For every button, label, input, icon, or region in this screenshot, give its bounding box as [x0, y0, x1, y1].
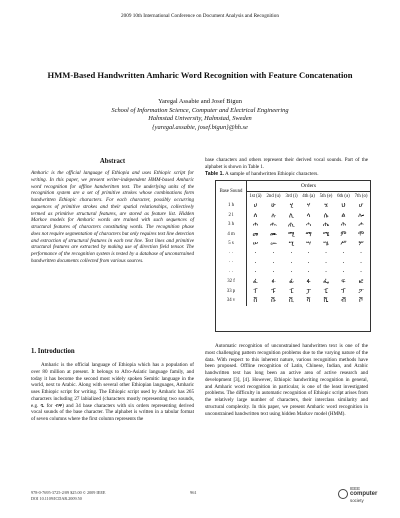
table-character-cell: ሃ: [306, 201, 311, 210]
table-character-cell: ·: [324, 258, 328, 267]
table-character-cell: ሦ: [358, 239, 364, 248]
table-character-cell: ፑ: [271, 286, 276, 295]
table-character-cell: መ: [252, 229, 259, 238]
logo-line-3: society: [350, 498, 364, 503]
footer-isbn: 978-0-7695-3725-2/09 $25.00 © 2009 IEEE: [31, 490, 106, 495]
table-character-cell: ·: [272, 249, 275, 258]
table-order-header: 3rd (i): [285, 193, 298, 199]
row-sound: p: [232, 288, 236, 294]
table-base-cell: [216, 201, 247, 211]
row-number: 3: [227, 222, 231, 228]
author-block: [40, 98, 360, 132]
table-character-cell: ·: [360, 258, 363, 267]
table-character-cell: ሜ: [322, 229, 330, 238]
table-character-cell: ·: [324, 268, 328, 277]
logo-line-2: computer: [350, 491, 378, 497]
table-character-cell: ፈ: [253, 277, 258, 286]
row-number: ·: [228, 250, 231, 256]
table-character-cell: ሎ: [358, 210, 364, 219]
table-character-cell: ሠ: [252, 239, 259, 248]
table-character-cell: ·: [290, 258, 293, 267]
ieee-computer-society-logo: [338, 486, 376, 506]
row-sound: ·: [231, 250, 234, 256]
table-character-cell: ·: [254, 249, 257, 258]
table-character-cell: ፍ: [341, 277, 346, 286]
row-sound: s: [231, 241, 234, 247]
table-character-cell: ሓ: [305, 220, 312, 229]
table-character-cell: ፕ: [341, 286, 346, 295]
table-character-cell: ·: [342, 249, 345, 258]
table-character-cell: ፋ: [306, 277, 311, 286]
abstract-heading: Abstract: [99, 158, 126, 165]
introduction-text: Amharic is the official language of Ethiopia which has a population of over 80 million at present. It belongs to Afro-Asiatic language family, and today it has become the second most widely spoken Semitic language in the world, next to Arabic. Along with several other Ethiopian languages, Amharic uses Ethiopic script for writing. The Ethiopic script used by Amharic has 265 characters including 27 labialized (characters mostly representing two sounds, e.g. ቧ for ብዋ) and 34 base characters with six orders representing derived vocal sounds of the base character. The alphabet is written in a tabular format of seven columns where the first column represents the: [31, 362, 194, 422]
table-base-cell: [216, 296, 247, 306]
row-number: 5: [228, 241, 231, 247]
table-character-cell: ሂ: [289, 201, 294, 210]
row-sound: h: [231, 203, 234, 209]
table-character-cell: ·: [272, 258, 275, 267]
row-number: 34: [226, 298, 232, 304]
logo-mark-icon: [338, 489, 348, 499]
table-character-cell: ቪ: [288, 296, 295, 305]
table-row: [216, 211, 370, 221]
table-character-cell: ፓ: [306, 286, 312, 295]
table-character-cell: ሥ: [340, 239, 347, 248]
page-number: 961: [190, 490, 197, 495]
table-character-cell: ፐ: [253, 286, 258, 295]
table-character-cell: ·: [360, 249, 363, 258]
table-character-cell: ሄ: [324, 201, 328, 210]
table-base-cell: [216, 220, 247, 230]
table-character-cell: ሊ: [288, 210, 295, 219]
table-character-cell: ል: [341, 210, 346, 219]
table-character-cell: ሒ: [288, 220, 295, 229]
row-number: 32: [227, 279, 232, 285]
table-row: [216, 239, 370, 249]
row-sound: f: [233, 279, 235, 285]
table-character-cell: ሁ: [271, 201, 276, 210]
table-row: [216, 220, 370, 230]
table-character-cell: ቫ: [306, 296, 311, 305]
table-character-cell: ·: [307, 249, 310, 258]
affiliation-line-2: Halmstad University, Halmstad, Sweden: [148, 115, 252, 123]
table-header-base-sound: Base Sound: [216, 181, 247, 201]
table-base-cell: [216, 258, 247, 268]
table-order-header: 1st (ä): [249, 193, 262, 199]
introduction-heading: 1. Introduction: [31, 348, 75, 355]
table-character-cell: ፒ: [289, 286, 294, 295]
table-base-cell: [216, 287, 247, 297]
table-character-cell: ም: [340, 229, 347, 238]
table-character-cell: ሉ: [271, 210, 276, 219]
table-character-cell: ·: [324, 249, 328, 258]
table-character-cell: ·: [342, 268, 345, 277]
table-character-cell: ህ: [341, 201, 346, 210]
table-character-cell: ማ: [305, 229, 312, 238]
table-character-cell: ·: [254, 268, 257, 277]
table-base-cell: [216, 239, 247, 249]
row-number: 4: [227, 231, 230, 237]
table-character-cell: ·: [272, 268, 275, 277]
author-names: Yaregal Assabie and Josef Bigun: [158, 98, 242, 105]
table-order-header: 6th (ə): [337, 193, 350, 199]
table-character-cell: ሣ: [306, 239, 312, 248]
author-email: {yaregal.assabie, josef.bigun}@hh.se: [152, 123, 248, 131]
table-caption-label: Table 1.: [205, 171, 224, 177]
row-number: 33: [226, 288, 232, 294]
table-base-cell: [216, 230, 247, 240]
conference-header: 2009 10th International Conference on Document Analysis and Recognition: [121, 13, 279, 19]
table-row: [216, 277, 370, 287]
table-character-cell: ·: [307, 258, 310, 267]
table-character-cell: ·: [360, 268, 363, 277]
footer-doi: DOI 10.1109/ICDAR.2009.50: [31, 495, 82, 501]
table-character-cell: ሖ: [358, 220, 364, 229]
logo-line-1: IEEE: [350, 486, 361, 491]
table-character-cell: ·: [254, 258, 257, 267]
alphabet-table: [215, 180, 371, 332]
row-sound: h: [231, 222, 234, 228]
table-caption-text: A sample of handwritten Ethiopic characters.: [223, 171, 319, 177]
table-character-cell: ሢ: [288, 239, 295, 248]
table-header-orders: Orders: [247, 181, 371, 191]
table-character-cell: ·: [307, 268, 310, 277]
right-column-top-text: base characters and others represent their derived vocal sounds. Part of the alphabet is shown in Table 1.: [205, 157, 368, 170]
table-character-cell: ·: [290, 249, 293, 258]
table-character-cell: ፔ: [323, 286, 329, 295]
footer-block: [31, 490, 105, 501]
table-row: [216, 249, 370, 259]
row-number: 2: [228, 212, 231, 218]
table-character-cell: ሆ: [358, 201, 364, 210]
table-character-cell: ቭ: [340, 296, 347, 305]
table-row: [216, 201, 370, 211]
table-row: [216, 287, 370, 297]
table-character-cell: ፖ: [358, 286, 364, 295]
table-row: [216, 230, 370, 240]
table-character-cell: ቮ: [359, 296, 364, 305]
row-sound: l: [232, 212, 234, 218]
row-sound: ·: [231, 269, 234, 275]
table-character-cell: ሀ: [253, 201, 258, 210]
table-base-cell: [216, 268, 247, 278]
row-number: ·: [228, 260, 231, 266]
table-character-cell: ፊ: [289, 277, 294, 286]
table-character-cell: ሡ: [270, 239, 277, 248]
table-character-cell: ሌ: [323, 210, 329, 219]
table-base-cell: [216, 211, 247, 221]
table-order-header: 7th (o): [354, 193, 368, 199]
row-sound: m: [230, 231, 235, 237]
table-character-cell: ላ: [306, 210, 311, 219]
right-column-bottom-text: Automatic recognition of unconstrained handwritten text is one of the most challenging pattern recognition problems due to the varying nature of the data. With respect to this inherent nature, various recognition methods have been proposed. Offline recognition of Latin, Chinese, Indian, and Arabic handwritten text has long been an active area of active research and development [3], [4]. However, Ethiopic handwriting recognition in general, and Amharic word recognition in particular, is one of the least investigated problems. The difficulty in automatic recognition of Ethiopic script arises from the relatively large number of characters, their interclass similarity and structural complexity. In this paper, we present Amharic word recognition in unconstrained handwritten text using hidden Markov model (HMM).: [205, 343, 368, 417]
table-character-cell: ሙ: [269, 229, 278, 238]
paper-title: HMM-Based Handwritten Amharic Word Recognition with Feature Concatenation: [47, 70, 353, 80]
table-character-cell: ለ: [253, 210, 258, 219]
table-row: [216, 258, 370, 268]
table-character-cell: ሚ: [288, 229, 295, 238]
table-row: [216, 268, 370, 278]
table-caption: [205, 171, 375, 177]
affiliation-line-1: School of Information Science, Computer and Electrical Engineering: [111, 106, 289, 114]
table-character-cell: ·: [290, 268, 293, 277]
table-character-cell: ሔ: [322, 220, 330, 229]
table-character-cell: ·: [342, 258, 345, 267]
table-character-cell: ሑ: [270, 220, 277, 229]
table-character-cell: ፎ: [358, 277, 364, 286]
row-number: 1: [227, 203, 231, 209]
row-number: ·: [228, 269, 231, 275]
table-character-cell: ሐ: [252, 220, 259, 229]
row-sound: ·: [231, 260, 234, 266]
table-character-cell: ቩ: [270, 296, 277, 305]
table-character-cell: ሕ: [340, 220, 347, 229]
abstract-text: Amharic is the official language of Ethiopia and uses Ethiopic script for writing. In this paper, we present writer-independent HMM-based Amharic word recognition for offline handwritten text. The underlying units of the recognition system are a set of primitive strokes whose combinations form handwritten Ethiopic characters. For each character, possibly occurring sequences of primitive strokes and their spatial relationships, collectively termed as primitive structural features, are stored as feature list. Hidden Markov models for Amharic words are trained with such sequences of structural features of characters constituting words. The recognition phase does not require segmentation of characters but only requires text line detection and extraction of structural features in each text line. Text lines and primitive structural features are extracted by making use of direction field tensor. The performance of the recognition system is tested by a database of unconstrained handwritten documents collected from various sources.: [31, 170, 194, 264]
table-order-header: 2nd (u): [266, 193, 281, 199]
table-character-cell: ፉ: [271, 277, 276, 286]
table-order-header: 5th (e): [319, 193, 333, 199]
table-row: [216, 296, 370, 306]
table-character-cell: ቨ: [253, 296, 258, 305]
table-character-cell: ፌ: [323, 277, 329, 286]
table-character-cell: ሤ: [323, 239, 329, 248]
table-character-cell: ሞ: [358, 229, 365, 238]
table-base-cell: [216, 277, 247, 287]
table-character-cell: ቬ: [323, 296, 329, 305]
table-order-header: 4th (a): [302, 193, 315, 199]
table-base-cell: [216, 249, 247, 259]
row-sound: v: [232, 298, 236, 304]
